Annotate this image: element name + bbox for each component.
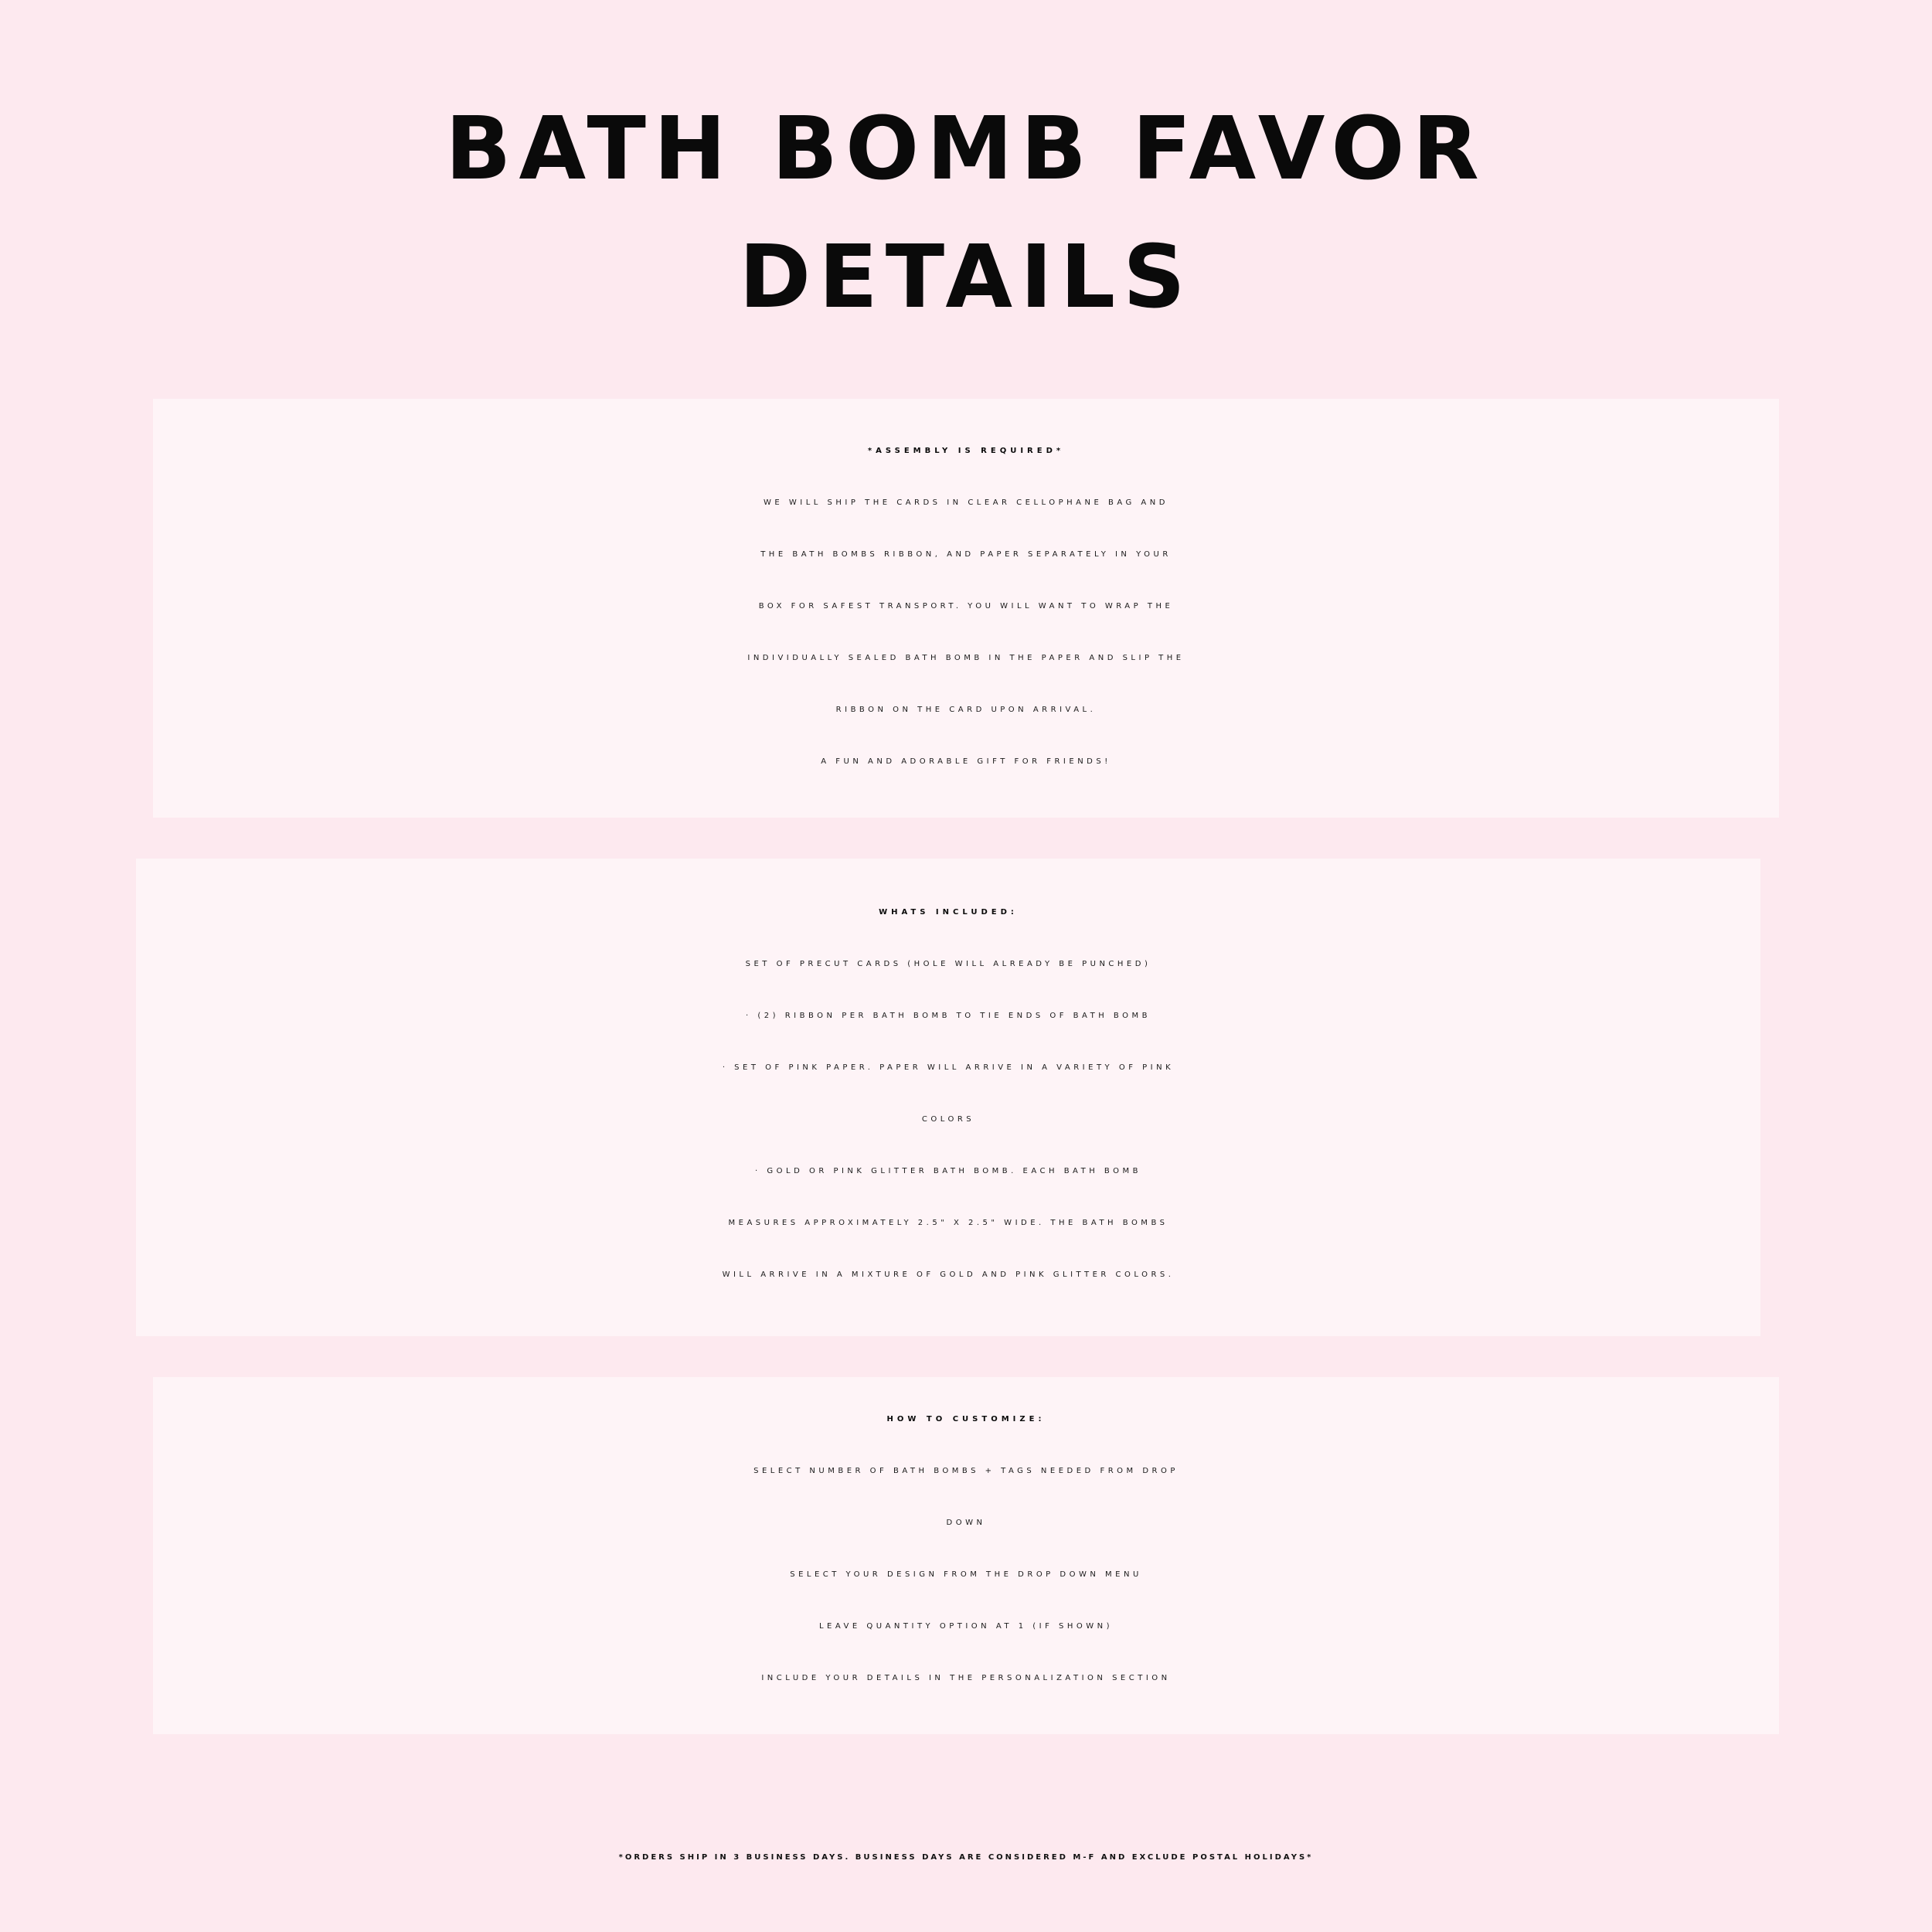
assembly-text-line: BOX FOR SAFEST TRANSPORT. YOU WILL WANT TO WRAP THE <box>758 602 1174 611</box>
included-list-item: · (2) RIBBON PER BATH BOMB TO TIE ENDS OF BATH BOMB <box>746 1012 1151 1020</box>
how-to-customize-heading: HOW TO CUSTOMIZE: <box>886 1415 1046 1423</box>
included-list-item: COLORS <box>921 1115 975 1124</box>
customize-step: LEAVE QUANTITY OPTION AT 1 (IF SHOWN) <box>818 1622 1114 1631</box>
shipping-note: *ORDERS SHIP IN 3 BUSINESS DAYS. BUSINESS DAYS ARE CONSIDERED M-F AND EXCLUDE POSTAL HOLIDAYS* <box>618 1853 1314 1862</box>
assembly-heading: *ASSEMBLY IS REQUIRED* <box>867 447 1065 455</box>
page-title-line-2: DETAILS <box>739 227 1193 328</box>
assembly-panel <box>153 399 1779 818</box>
included-list-item: MEASURES APPROXIMATELY 2.5" X 2.5" WIDE. THE BATH BOMBS <box>728 1219 1168 1227</box>
included-list-item: · GOLD OR PINK GLITTER BATH BOMB. EACH BATH BOMB <box>755 1167 1141 1175</box>
assembly-text-line: A FUN AND ADORABLE GIFT FOR FRIENDS! <box>821 757 1111 766</box>
assembly-text-line: WE WILL SHIP THE CARDS IN CLEAR CELLOPHANE BAG AND <box>764 498 1168 507</box>
assembly-text-line: THE BATH BOMBS RIBBON, AND PAPER SEPARATELY IN YOUR <box>760 550 1172 559</box>
customize-step: SELECT NUMBER OF BATH BOMBS + TAGS NEEDED FROM DROP <box>753 1467 1179 1475</box>
how-to-customize-panel <box>153 1377 1779 1734</box>
included-list-item: WILL ARRIVE IN A MIXTURE OF GOLD AND PINK GLITTER COLORS. <box>722 1270 1175 1279</box>
page-title-line-1: BATH BOMB FAVOR <box>445 99 1487 199</box>
customize-step: DOWN <box>946 1519 986 1527</box>
included-list-item: SET OF PRECUT CARDS (HOLE WILL ALREADY BE PUNCHED) <box>745 960 1151 968</box>
whats-included-heading: WHATS INCLUDED: <box>879 908 1018 917</box>
whats-included-panel <box>136 859 1760 1336</box>
customize-step: INCLUDE YOUR DETAILS IN THE PERSONALIZATION SECTION <box>761 1674 1171 1682</box>
customize-step: SELECT YOUR DESIGN FROM THE DROP DOWN MENU <box>790 1570 1142 1579</box>
assembly-text-line: RIBBON ON THE CARD UPON ARRIVAL. <box>835 706 1097 714</box>
assembly-text-line: INDIVIDUALLY SEALED BATH BOMB IN THE PAPER AND SLIP THE <box>747 654 1185 662</box>
page-title <box>0 85 1932 342</box>
included-list-item: · SET OF PINK PAPER. PAPER WILL ARRIVE IN A VARIETY OF PINK <box>722 1063 1175 1072</box>
